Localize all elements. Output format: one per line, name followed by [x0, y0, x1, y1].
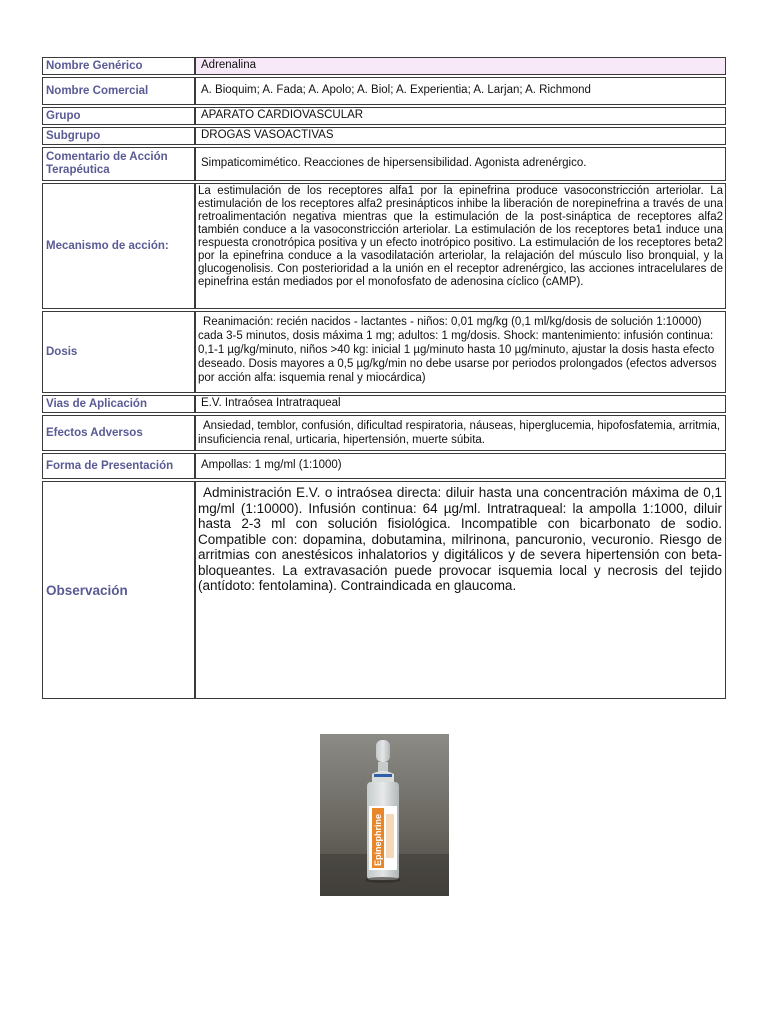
adverse-effects-text: Ansiedad, temblor, confusión, dificultad respiratoria, náuseas, hiperglucemia, hipofosfatemia, arritmia, insuficiencia renal, urticaria, hipertensión, muerte súbita.	[198, 420, 721, 446]
row-group	[42, 107, 726, 125]
row-therapeutic-comment	[42, 147, 726, 181]
row-commercial-name	[42, 77, 726, 105]
row-generic-name	[42, 57, 726, 75]
row-mechanism	[42, 183, 726, 309]
generic-name-label: Nombre Genérico	[42, 57, 195, 75]
subgroup-label: Subgrupo	[42, 127, 195, 145]
row-routes	[42, 395, 726, 413]
row-subgroup	[42, 127, 726, 145]
drug-info-table	[42, 55, 726, 701]
group-label: Grupo	[42, 107, 195, 125]
row-dosage	[42, 311, 726, 393]
presentation-label: Forma de Presentación	[42, 453, 195, 479]
presentation-value: Ampollas: 1 mg/ml (1:1000)	[195, 453, 726, 479]
dosage-text: Reanimación: recién nacidos - lactantes - niños: 0,01 mg/kg (0,1 ml/kg/dosis de solución 1:10000) cada 3-5 minutos, dosis máxima 1 mg; adultos: 1 mg/dosis. Shock: mantenimiento: infusión continua: 0,1-1 µg/kg/minuto, niños >40 kg: inicial 1 µg/minuto hasta 10 µg/minuto, ajustar la dosis hasta efecto deseado. Dosis mayores a 0,5 µg/kg/min no debe usarse por periodos prolongados (efectos adversos por acción alfa: isquemia renal y miocárdica)	[198, 316, 717, 384]
dosage-value	[195, 311, 726, 393]
routes-value: E.V. Intraósea Intratraqueal	[195, 395, 726, 413]
adverse-effects-value	[195, 415, 726, 451]
commercial-name-value: A. Bioquim; A. Fada; A. Apolo; A. Biol; A. Experientia; A. Larjan; A. Richmond	[195, 77, 726, 105]
row-presentation	[42, 453, 726, 479]
row-observation	[42, 481, 726, 699]
therapeutic-comment-value: Simpaticomimético. Reacciones de hipersensibilidad. Agonista adrenérgico.	[195, 147, 726, 181]
generic-name-value: Adrenalina	[195, 57, 726, 75]
group-value: APARATO CARDIOVASCULAR	[195, 107, 726, 125]
dosage-label: Dosis	[42, 311, 195, 393]
observation-label: Observación	[42, 481, 195, 699]
observation-text: Administración E.V. o intraósea directa: diluir hasta una concentración máxima de 0,1 mg/ml (1:10000). Infusión continua: 64 µg/ml. Intratraqueal: la ampolla 1:1000, diluir hasta 2-3 ml con solución fisiológica. Incompatible con bicarbonato de sodio. Compatible con: dopamina, dobutamina, milrinona, pancuronio, vecuronio. Riesgo de arritmias con anestésicos inhalatorios y digitálicos y de severa hipertensión con beta-bloqueantes. La extravasación puede provocar isquemia local y necrosis del tejido (antídoto: fentolamina). Contraindicada en glaucoma.	[198, 485, 722, 593]
ampoule-label-text: Epinephrine	[373, 813, 383, 866]
ampoule-illustration	[320, 734, 449, 896]
subgroup-value: DROGAS VASOACTIVAS	[195, 127, 726, 145]
commercial-name-label: Nombre Comercial	[42, 77, 195, 105]
epinephrine-ampoule-photo	[320, 734, 449, 896]
therapeutic-comment-label: Comentario de Acción Terapéutica	[42, 147, 195, 181]
mechanism-value: La estimulación de los receptores alfa1 por la epinefrina produce vasoconstricción arteriolar. La estimulación de los receptores alfa2 presinápticos inhibe la liberación de norepinefrina a través de una retroalimentación negativa mientras que la estimulación de la post-sináptica de receptores alfa2 también conduce a la vasoconstricción arteriolar. La estimulación de los receptores beta1 induce una respuesta cronotrópica positiva y un efecto inotrópico positivo. La estimulación de los receptores beta2 por la epinefrina conduce a la vasodilatación arteriolar, la relajación del músculo liso bronquial, y la glucogenolisis. Con posterioridad a la unión en el receptor adrenérgico, las acciones intracelulares de epinefrina están mediados por el monofosfato de adenosina cíclico (cAMP).	[195, 183, 726, 309]
mechanism-label: Mecanismo de acción:	[42, 183, 195, 309]
row-adverse-effects	[42, 415, 726, 451]
observation-value	[195, 481, 726, 699]
routes-label: Vias de Aplicación	[42, 395, 195, 413]
adverse-effects-label: Efectos Adversos	[42, 415, 195, 451]
